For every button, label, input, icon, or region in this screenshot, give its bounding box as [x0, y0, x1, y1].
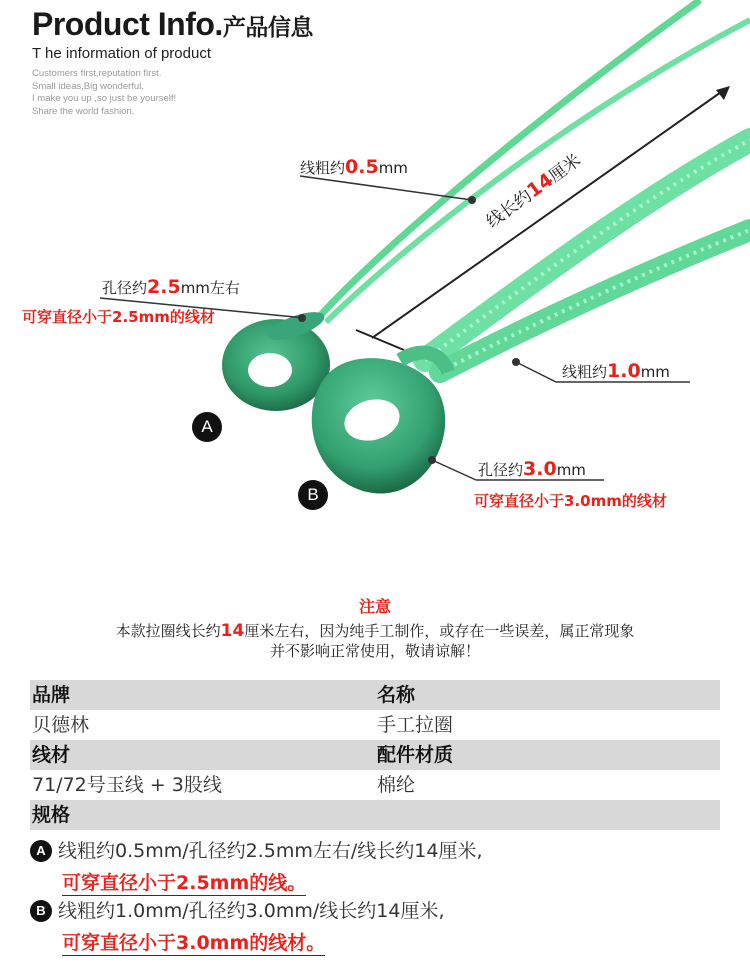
notice-line	[20, 621, 730, 641]
spec-row	[30, 770, 720, 800]
header-subtitle: T he information of product	[32, 45, 211, 62]
callout-hole-a-note: 可穿直径小于2.5mm的线材	[22, 308, 215, 326]
spec-note-b	[62, 928, 325, 955]
callout-text: 线粗约	[562, 363, 608, 381]
brand-label: 品牌	[32, 684, 71, 706]
callout-number: 0.5	[345, 156, 379, 178]
spec-row	[30, 710, 720, 740]
material-value: 71/72号玉线 + 3股线	[32, 774, 222, 796]
slogan-line: Share the world fashion.	[32, 105, 135, 117]
callout-text: 线长约	[482, 186, 536, 233]
notice-line-pre: 本款拉圈线长约	[115, 622, 221, 640]
parts-value: 棉纶	[377, 774, 416, 796]
callout-hole-b-note: 可穿直径小于3.0mm的线材	[474, 492, 667, 510]
spec-row-header	[30, 740, 720, 770]
callout-unit: mm	[378, 159, 408, 177]
notice-title: 注意	[358, 597, 391, 616]
slogan-line: Customers first,reputation first.	[32, 68, 162, 79]
callout-hole-b	[478, 458, 586, 480]
header-title-en: Product Info.	[32, 6, 223, 42]
callout-thick-cord	[562, 360, 670, 382]
callout-number: 3.0	[523, 458, 557, 480]
notice-line-number: 14	[220, 621, 245, 641]
badge-b-icon: B	[30, 900, 52, 922]
callout-text: 线粗约	[300, 159, 346, 177]
name-value: 手工拉圈	[377, 714, 454, 736]
spec-note-text: 可穿直径小于3.0mm的线材。	[62, 932, 326, 954]
badge-b: B	[298, 480, 328, 510]
spec-line-text: 线粗约1.0mm/孔径约3.0mm/线长约14厘米,	[58, 900, 445, 922]
callout-text: 孔径约	[478, 461, 524, 479]
spec-label: 规格	[32, 804, 71, 826]
spec-line-b	[30, 898, 445, 924]
callout-text: 孔径约	[102, 279, 148, 297]
callout-unit: mm	[556, 461, 586, 479]
spec-line-a	[30, 838, 483, 864]
callout-hole-a	[102, 276, 240, 298]
spec-line-text: 线粗约0.5mm/孔径约2.5mm左右/线长约14厘米,	[58, 840, 483, 862]
callout-unit: mm	[640, 363, 670, 381]
callout-number: 14	[523, 168, 558, 203]
material-label: 线材	[32, 744, 71, 766]
callout-number: 2.5	[147, 276, 181, 298]
brand-value: 贝德林	[32, 714, 90, 736]
spec-row-header	[30, 800, 720, 830]
notice-line: 并不影响正常使用，敬请谅解！	[269, 642, 480, 660]
header-slogans	[32, 68, 176, 118]
badge-a-icon: A	[30, 840, 52, 862]
header-title	[32, 6, 313, 43]
spec-row-header	[30, 680, 720, 710]
spec-note-a	[62, 868, 306, 895]
callout-number: 1.0	[607, 360, 641, 382]
spec-note-text: 可穿直径小于2.5mm的线。	[62, 872, 307, 894]
name-label: 名称	[377, 684, 416, 706]
callout-thin-cord	[300, 156, 408, 178]
notice-line-post: 厘米左右，因为纯手工制作，或存在一些误差，属正常现象	[244, 622, 635, 640]
badge-a: A	[192, 412, 222, 442]
slogan-line: Small ideas,Big wonderful.	[32, 80, 144, 92]
parts-label: 配件材质	[377, 744, 454, 766]
callout-unit: 厘米	[545, 150, 585, 187]
slogan-line: I make you up ,so just be yourself!	[32, 93, 177, 104]
notice-text	[20, 621, 730, 661]
callout-unit: mm左右	[180, 279, 240, 297]
header-title-cn: 产品信息	[222, 15, 313, 41]
